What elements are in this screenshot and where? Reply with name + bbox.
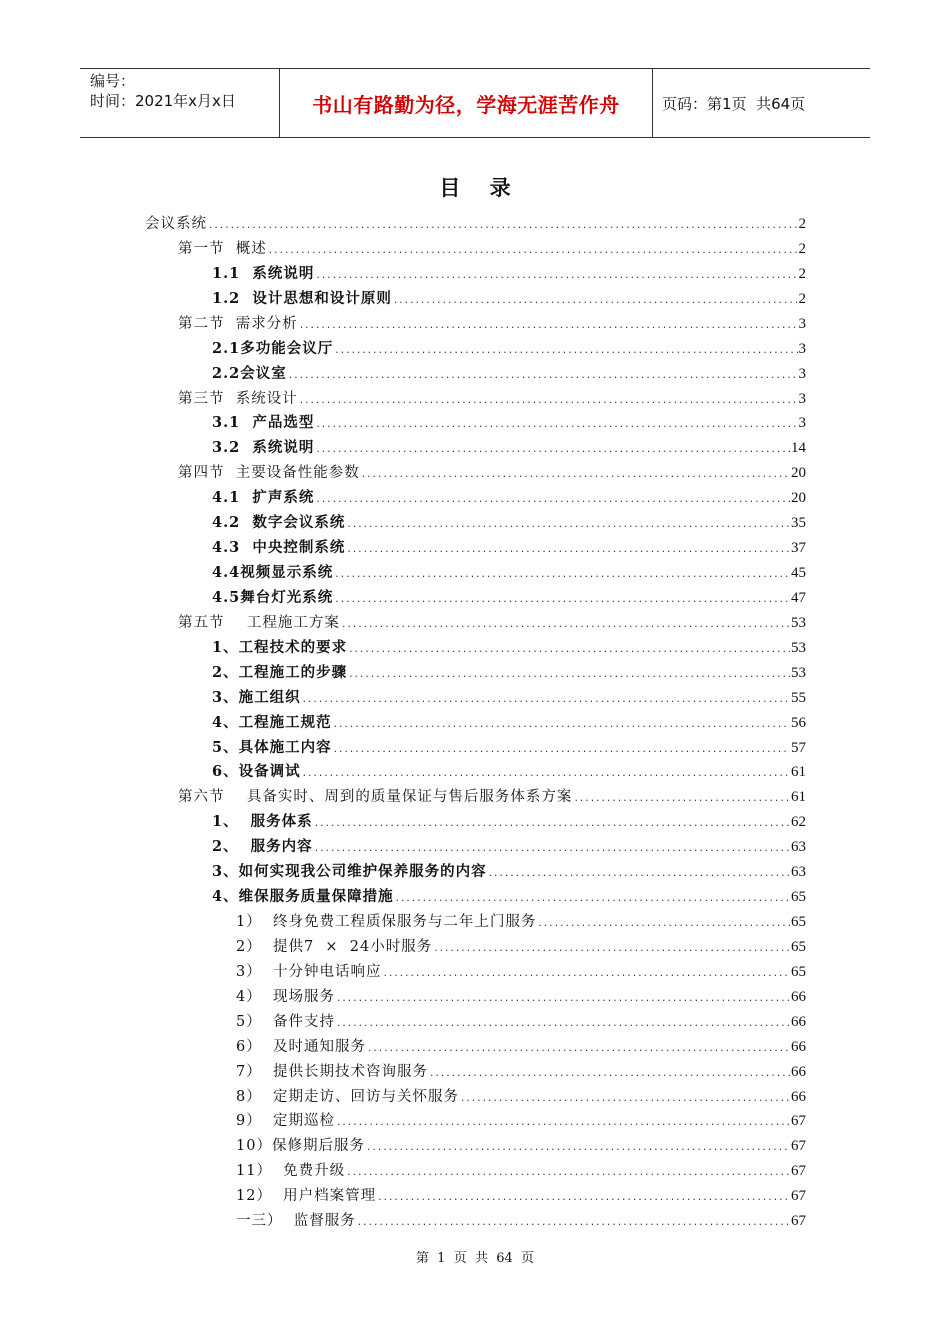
toc-dot-leader	[315, 493, 790, 507]
toc-entry[interactable]	[178, 233, 806, 258]
toc-dot-leader	[334, 344, 797, 358]
toc-entry[interactable]	[212, 333, 806, 358]
toc-dot-leader	[393, 294, 798, 308]
toc-entry[interactable]	[212, 881, 806, 906]
toc-dot-leader	[488, 867, 790, 881]
toc-entry-title: 第四节 主要设备性能参数	[178, 465, 360, 482]
toc-entry-title: 第五节 工程施工方案	[178, 614, 340, 631]
toc-dot-leader	[346, 543, 790, 557]
toc-entry-page: 63	[791, 864, 806, 881]
toc-dot-leader	[314, 842, 790, 856]
toc-dot-leader	[333, 718, 790, 732]
toc-entry-title: 4.3 中央控制系统	[212, 539, 346, 557]
toc-entry[interactable]	[212, 707, 806, 732]
toc-dot-leader	[299, 394, 798, 408]
toc-entry-page: 67	[791, 1213, 806, 1230]
toc-entry-title: 2.2会议室	[212, 364, 287, 382]
toc-dot-leader	[346, 518, 790, 532]
toc-dot-leader	[336, 992, 790, 1006]
toc-entry-title: 5、具体施工内容	[212, 738, 332, 756]
toc-dot-leader	[537, 917, 790, 931]
toc-entry-page: 3	[798, 415, 806, 432]
toc-entry[interactable]	[212, 856, 806, 881]
toc-entry-page: 63	[791, 839, 806, 856]
toc-entry[interactable]	[178, 781, 806, 806]
toc-dot-leader	[433, 942, 790, 956]
toc-entry[interactable]	[236, 906, 806, 931]
toc-entry[interactable]	[236, 931, 806, 956]
toc-entry[interactable]	[236, 1155, 806, 1180]
toc-entry-title: 3、施工组织	[212, 688, 301, 706]
toc-entry[interactable]	[212, 632, 806, 657]
toc-entry-page: 2	[798, 265, 806, 282]
toc-entry-page: 2	[798, 240, 806, 257]
toc-entry-page: 66	[791, 1063, 806, 1080]
toc-entry[interactable]	[212, 557, 806, 582]
toc-entry[interactable]	[212, 582, 806, 607]
toc-entry-page: 65	[791, 889, 806, 906]
toc-entry-page: 3	[798, 390, 806, 407]
toc-entry-title: 4.1 扩声系统	[212, 489, 315, 507]
toc-dot-leader	[377, 1191, 790, 1205]
toc-entry-page: 37	[791, 540, 806, 557]
toc-entry-page: 61	[791, 764, 806, 781]
toc-entry-title: 4） 现场服务	[236, 988, 335, 1005]
toc-entry[interactable]	[236, 1205, 806, 1230]
toc-entry-title: 6、设备调试	[212, 763, 301, 781]
toc-entry[interactable]	[212, 407, 806, 432]
toc-entry-page: 67	[791, 1113, 806, 1130]
toc-entry-page: 56	[791, 714, 806, 731]
toc-entry[interactable]	[212, 532, 806, 557]
toc-entry-page: 65	[791, 963, 806, 980]
toc-entry-title: 7） 提供长期技术咨询服务	[236, 1063, 428, 1080]
header-page-cell	[653, 69, 870, 137]
toc-entry[interactable]	[212, 283, 806, 308]
toc-entry[interactable]	[178, 383, 806, 408]
toc-entry[interactable]	[212, 432, 806, 457]
toc-dot-leader	[268, 244, 798, 258]
toc-entry-page: 47	[791, 589, 806, 606]
toc-entry[interactable]	[236, 956, 806, 981]
toc-dot-leader	[208, 219, 798, 233]
toc-dot-leader	[573, 792, 790, 806]
toc-entry[interactable]	[212, 482, 806, 507]
toc-dot-leader	[429, 1067, 790, 1081]
toc-dot-leader	[361, 468, 790, 482]
toc-entry-page: 45	[791, 565, 806, 582]
toc-entry-title: 4.4视频显示系统	[212, 564, 334, 582]
toc-entry-title: 3） 十分钟电话响应	[236, 963, 382, 980]
toc-entry-title: 第六节 具备实时、周到的质量保证与售后服务体系方案	[178, 789, 573, 806]
toc-dot-leader	[314, 817, 790, 831]
toc-entry[interactable]	[212, 732, 806, 757]
toc-entry-page: 14	[791, 440, 806, 457]
toc-entry[interactable]	[236, 1081, 806, 1106]
toc-dot-leader	[348, 643, 790, 657]
toc-dot-leader	[366, 1141, 790, 1155]
toc-dot-leader	[348, 668, 790, 682]
toc-dot-leader	[288, 369, 798, 383]
toc-entry-title: 3.1 产品选型	[212, 414, 315, 432]
toc-entry-title: 2.1多功能会议厅	[212, 339, 334, 357]
toc-entry-page: 20	[791, 490, 806, 507]
header-motto: 书山有路勤为径，学海无涯苦作舟	[312, 92, 620, 117]
toc-entry[interactable]	[236, 1180, 806, 1205]
toc-dot-leader	[315, 269, 797, 283]
toc-entry-page: 61	[791, 789, 806, 806]
toc-entry-page: 65	[791, 914, 806, 931]
toc-entry-title: 第三节 系统设计	[178, 390, 298, 407]
document-number-label: 编号：	[90, 72, 136, 90]
toc-entry-page: 53	[791, 664, 806, 681]
toc-entry-title: 4.5舞台灯光系统	[212, 588, 334, 606]
toc-dot-leader	[346, 1166, 790, 1180]
toc-dot-leader	[334, 593, 790, 607]
toc-entry-page: 65	[791, 938, 806, 955]
toc-entry-page: 67	[791, 1188, 806, 1205]
toc-entry-title: 1.1 系统说明	[212, 264, 315, 282]
toc-dot-leader	[315, 443, 790, 457]
document-date-label: 时间：2021年x月x日	[90, 92, 236, 110]
toc-entry-title: 5） 备件支持	[236, 1013, 335, 1030]
toc-entry-title: 9） 定期巡检	[236, 1113, 335, 1130]
toc-dot-leader	[460, 1092, 790, 1106]
toc-dot-leader	[333, 743, 790, 757]
toc-entry-title: 2、 服务内容	[212, 838, 313, 856]
toc-entry-title: 11） 免费升级	[236, 1163, 346, 1180]
toc-dot-leader	[302, 693, 790, 707]
toc-entry[interactable]	[178, 457, 806, 482]
toc-entry[interactable]	[236, 1006, 806, 1031]
toc-entry[interactable]	[212, 831, 806, 856]
toc-entry[interactable]	[236, 1031, 806, 1056]
toc-dot-leader	[334, 568, 790, 582]
toc-entry-title: 2、工程施工的步骤	[212, 663, 348, 681]
toc-dot-leader	[357, 1216, 790, 1230]
toc-entry-title: 会议系统	[145, 216, 207, 232]
toc-dot-leader	[336, 1116, 790, 1130]
toc-entry-title: 一三） 监督服务	[236, 1213, 356, 1230]
toc-entry-page: 62	[791, 814, 806, 831]
toc-entry-title: 1） 终身免费工程质保服务与二年上门服务	[236, 914, 537, 931]
toc-entry[interactable]	[212, 806, 806, 831]
toc-entry-title: 4、维保服务质量保障措施	[212, 888, 394, 906]
header-meta	[80, 69, 280, 137]
toc-entry-title: 6） 及时通知服务	[236, 1038, 366, 1055]
toc-entry[interactable]	[145, 208, 806, 233]
toc-entry-title: 3.2 系统说明	[212, 439, 315, 457]
toc-entry-page: 66	[791, 1038, 806, 1055]
toc-dot-leader	[302, 767, 790, 781]
toc-entry-title: 第一节 概述	[178, 240, 267, 257]
toc-entry-page: 66	[791, 1088, 806, 1105]
toc-entry-page: 66	[791, 1013, 806, 1030]
page-footer: 第 1 页 共 64 页	[415, 1251, 535, 1266]
toc-entry[interactable]	[236, 1130, 806, 1155]
toc-entry-title: 3、如何实现我公司维护保养服务的内容	[212, 863, 487, 881]
toc-entry-title: 1、 服务体系	[212, 813, 313, 831]
toc-entry[interactable]	[178, 308, 806, 333]
toc-dot-leader	[299, 319, 798, 333]
toc-dot-leader	[382, 967, 790, 981]
toc-entry[interactable]	[236, 1105, 806, 1130]
toc-title: 目 录	[439, 176, 511, 200]
toc-entry-page: 67	[791, 1163, 806, 1180]
toc-entry-page: 35	[791, 515, 806, 532]
toc-entry-page: 66	[791, 988, 806, 1005]
toc-entry-title: 1.2 设计思想和设计原则	[212, 289, 392, 307]
toc-entry-title: 1、工程技术的要求	[212, 638, 348, 656]
page-header	[80, 68, 870, 138]
header-motto-cell	[280, 69, 653, 137]
toc-entry-title: 12） 用户档案管理	[236, 1188, 377, 1205]
toc-entry-page: 20	[791, 465, 806, 482]
toc-entry-title: 第二节 需求分析	[178, 315, 298, 332]
toc-entry-title: 2） 提供7 × 24小时服务	[236, 938, 433, 955]
toc-entry[interactable]	[212, 358, 806, 383]
toc-entry-page: 3	[798, 315, 806, 332]
toc-entry-title: 4、工程施工规范	[212, 713, 332, 731]
toc-entry[interactable]	[236, 981, 806, 1006]
toc-entry-title: 8） 定期走访、回访与关怀服务	[236, 1088, 459, 1105]
toc-entry[interactable]	[178, 607, 806, 632]
toc-dot-leader	[336, 1017, 790, 1031]
toc-dot-leader	[395, 892, 790, 906]
toc-entry[interactable]	[212, 756, 806, 781]
toc-entry[interactable]	[212, 682, 806, 707]
header-page-info: 页码：第1页 共64页	[662, 94, 806, 113]
toc-entry-page: 3	[798, 340, 806, 357]
toc-entry-title: 10）保修期后服务	[236, 1138, 365, 1155]
toc-dot-leader	[367, 1042, 790, 1056]
toc-entry-page: 2	[798, 216, 806, 232]
toc-entry-page: 53	[791, 614, 806, 631]
toc-entry-page: 67	[791, 1138, 806, 1155]
toc-entry-page: 3	[798, 365, 806, 382]
toc-entry-page: 57	[791, 739, 806, 756]
toc-entry[interactable]	[236, 1056, 806, 1081]
toc-entry[interactable]	[212, 507, 806, 532]
toc-entry[interactable]	[212, 657, 806, 682]
toc-entry-title: 4.2 数字会议系统	[212, 514, 346, 532]
toc-entry-page: 53	[791, 639, 806, 656]
toc-dot-leader	[315, 418, 797, 432]
toc-entry-page: 55	[791, 689, 806, 706]
toc-entry[interactable]	[212, 258, 806, 283]
toc-dot-leader	[341, 618, 790, 632]
toc-entry-page: 2	[798, 290, 806, 307]
